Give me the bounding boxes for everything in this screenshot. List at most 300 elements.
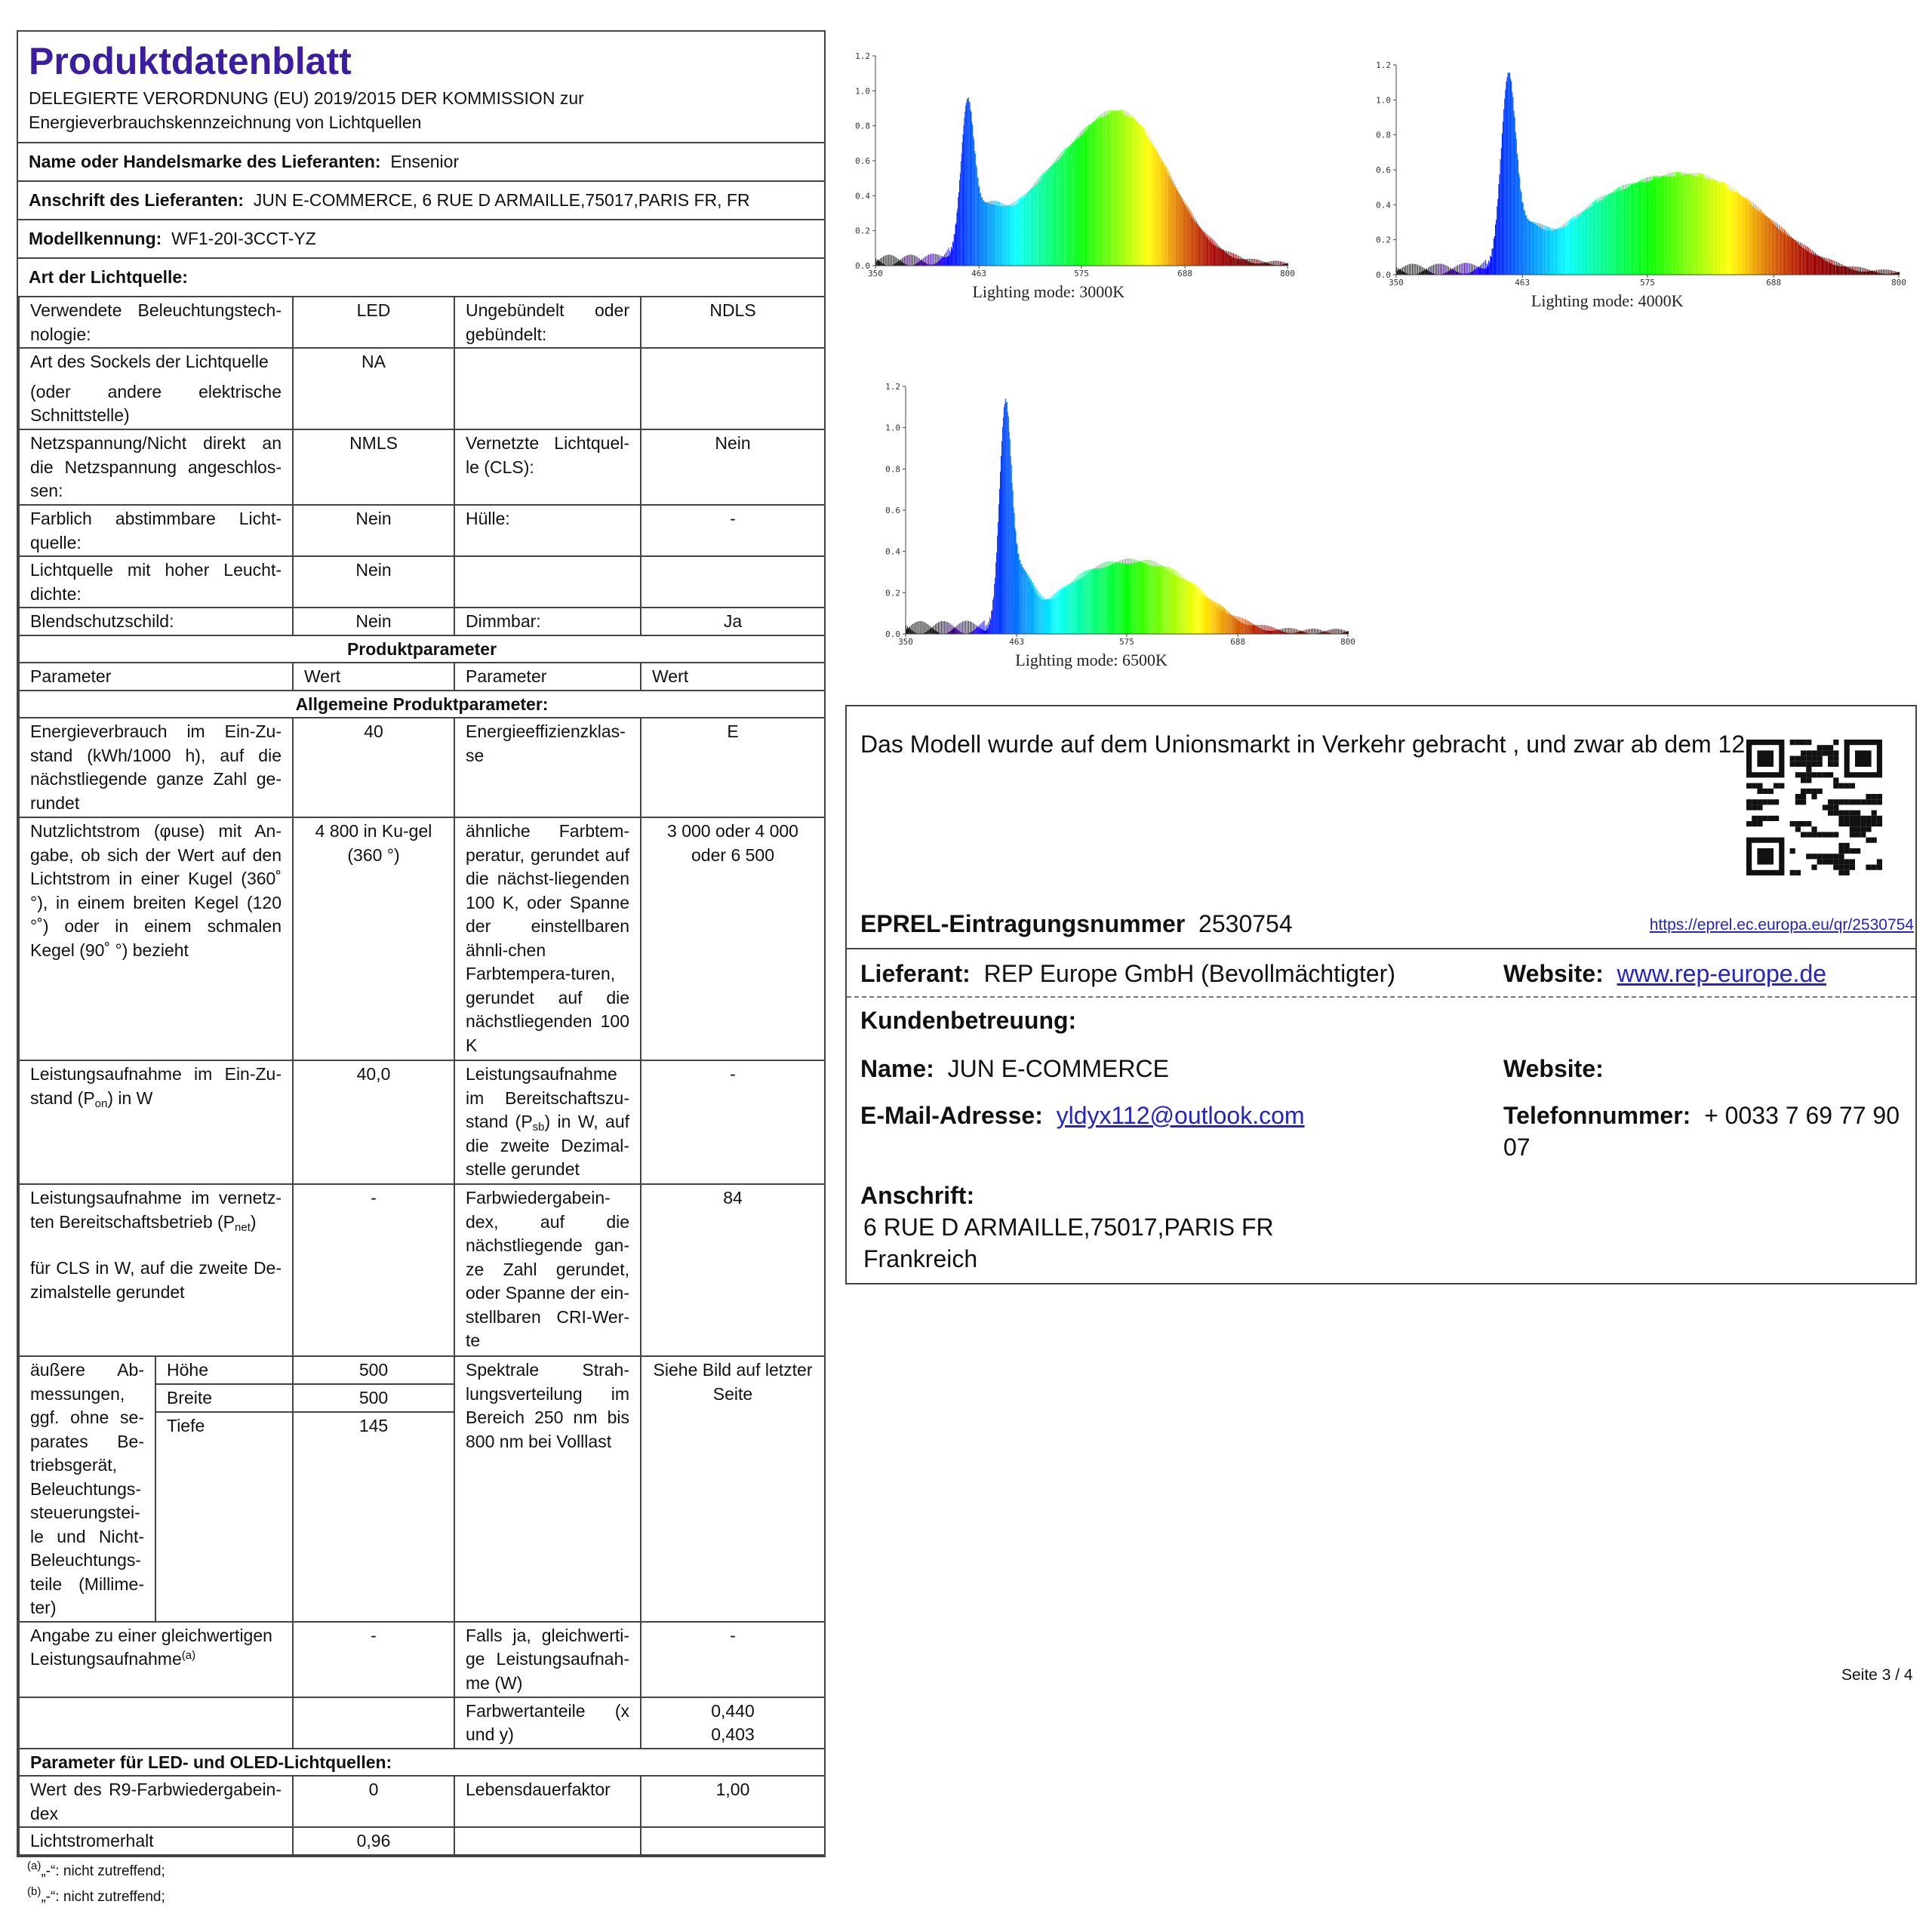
spectrum-bar <box>1195 223 1196 266</box>
spectrum-bar <box>1023 569 1024 634</box>
spectrum-bar <box>1331 629 1332 634</box>
spectrum-bar <box>1064 149 1065 266</box>
spectrum-bar <box>1228 614 1229 634</box>
spectrum-bar <box>881 257 882 266</box>
width-value: 500 <box>293 1384 454 1412</box>
spectrum-bar <box>1594 201 1595 275</box>
spectrum-bar <box>1593 205 1594 275</box>
qr-module <box>1866 865 1871 870</box>
spectrum-bar <box>1249 625 1250 634</box>
empty-cell <box>454 348 641 429</box>
pnet-value: - <box>293 1184 454 1356</box>
spectrum-bar <box>1198 226 1199 266</box>
spectrum-bar <box>1619 191 1620 275</box>
high-luminance-label: Lichtquelle mit hoher Leucht-dichte: <box>19 556 293 608</box>
spectrum-bar <box>1397 271 1398 275</box>
spectrum-bar <box>1828 258 1829 275</box>
spectrum-bar <box>1399 269 1400 275</box>
spectrum-bar <box>1893 271 1894 275</box>
spectrum-bar <box>986 202 987 266</box>
spectrum-bar <box>1671 177 1672 275</box>
spectrum-bar <box>1170 179 1171 266</box>
spectrum-bar <box>918 262 919 266</box>
spectrum-bar <box>1758 208 1759 275</box>
qr-module <box>1860 832 1866 837</box>
spectrum-bar <box>1116 110 1117 266</box>
spectrum-bar <box>1763 213 1764 275</box>
pnet-sub: net <box>235 1220 251 1234</box>
spectrum-bar <box>1203 592 1204 634</box>
spectrum-bar <box>1147 565 1148 634</box>
table-row <box>19 718 825 817</box>
equivalent-sup: (a) <box>181 1649 196 1662</box>
spectrum-bar <box>1302 631 1303 634</box>
footnote-b-mark: (b) <box>27 1884 42 1898</box>
spectrum-bar <box>1151 140 1152 266</box>
spectrum-bar <box>939 261 940 266</box>
spectrum-bar <box>1024 197 1025 266</box>
qr-module <box>1855 799 1860 804</box>
qr-module <box>1844 783 1850 789</box>
spectrum-bar <box>1328 630 1329 634</box>
spectrum-bar <box>1050 598 1051 634</box>
spectrum-bar <box>924 257 925 266</box>
spectrum-bar <box>1068 149 1069 266</box>
spectrum-bar <box>995 562 996 634</box>
column-header-param: Parameter <box>19 663 293 691</box>
qr-module <box>1833 777 1838 783</box>
spectrum-bar <box>1164 168 1165 266</box>
spectrum-bar <box>1582 212 1583 275</box>
spectrum-bar <box>1220 611 1221 634</box>
spectrum-bar <box>1764 214 1765 275</box>
spectrum-bar <box>1012 203 1013 266</box>
depth-label: Tiefe <box>155 1412 293 1622</box>
spectrum-bar <box>1781 226 1782 275</box>
spectrum-bar <box>1155 150 1156 266</box>
spectrum-bar <box>1697 177 1698 275</box>
spectrum-bar <box>1241 623 1242 634</box>
x-tick-label: 800 <box>1340 637 1355 647</box>
spectrum-bar <box>1612 193 1613 275</box>
spectrum-bar <box>1508 72 1509 275</box>
spectrum-bar <box>1283 262 1284 266</box>
spectrum-bar <box>1852 266 1853 275</box>
spectrum-bar <box>973 623 974 634</box>
qr-module <box>1817 772 1823 777</box>
spectrum-bar <box>1147 138 1148 266</box>
spectrum-bar <box>917 622 918 634</box>
spectrum-bar <box>1043 597 1044 634</box>
qr-module <box>1823 745 1828 750</box>
spectrum-bar <box>902 259 903 266</box>
spectrum-bar <box>1776 223 1777 275</box>
spectrum-bar <box>1239 621 1240 634</box>
spectrum-bar <box>1656 176 1657 275</box>
empty-cell <box>293 1697 454 1749</box>
care-name-label: Name: <box>860 1055 934 1082</box>
email-label: E-Mail-Adresse: <box>860 1102 1043 1129</box>
spectrum-bar <box>1148 560 1149 634</box>
spectrum-bar <box>890 255 891 266</box>
spectrum-bar <box>1563 224 1564 275</box>
spectrum-bar <box>1724 187 1725 275</box>
spectrum-bar <box>990 620 991 634</box>
spectrum-bar <box>1448 266 1449 275</box>
spectrum-bar <box>1253 263 1254 266</box>
spectrum-bar <box>1069 147 1070 266</box>
spectrum-bar <box>1248 621 1249 634</box>
spectrum-bar <box>1791 236 1792 275</box>
pnet-label-c: für CLS in W, auf die zweite De-zimalstelle gerundet <box>30 1258 282 1302</box>
spectrum-bar <box>1333 629 1334 635</box>
qr-module <box>1757 816 1762 821</box>
spectrum-bar <box>1009 205 1010 266</box>
spectrum-bar <box>1057 157 1058 266</box>
spectrum-bar <box>1696 173 1697 275</box>
r9-value: 0 <box>293 1776 454 1827</box>
spectrum-bar <box>1711 178 1712 275</box>
spectrum-bar <box>978 626 979 634</box>
spectrum-bar <box>1589 208 1590 275</box>
spectrum-bar <box>1225 251 1226 266</box>
spectrum-bar <box>1728 189 1729 275</box>
qr-module <box>1866 826 1871 832</box>
spectrum-bar <box>1855 266 1856 275</box>
spectrum-bar <box>893 256 894 266</box>
qr-module <box>1801 821 1806 826</box>
spectrum-bar <box>1156 150 1157 266</box>
footnote-a-text: „-“: nicht zutreffend; <box>41 1863 165 1879</box>
spectrum-bar <box>1574 216 1575 275</box>
qr-module <box>1838 783 1844 789</box>
spectrum-bar <box>1019 198 1020 266</box>
spectrum-bar <box>1055 162 1056 266</box>
qr-module <box>1855 816 1860 821</box>
spectrum-bar <box>1008 417 1009 634</box>
spectrum-bar <box>1076 581 1077 635</box>
spectrum-bar <box>1241 257 1242 266</box>
psb-label <box>454 1060 641 1184</box>
spectrum-bar <box>1056 597 1057 634</box>
spectrum-bar <box>1770 219 1771 275</box>
cri-value: 84 <box>641 1184 825 1356</box>
spectrum-bar <box>989 617 990 634</box>
spectrum-bar <box>979 186 980 266</box>
footnote-a-mark: (a) <box>27 1859 42 1872</box>
spectrum-bar <box>1716 181 1717 275</box>
spectrum-bar <box>1217 608 1218 634</box>
qr-module <box>1855 826 1860 832</box>
spectrum-bar <box>880 258 881 266</box>
spectrum-bar <box>1223 612 1224 634</box>
spectrum-bar <box>1019 560 1020 634</box>
qr-module <box>1828 750 1833 755</box>
spectrum-bar <box>1178 573 1179 634</box>
spectrum-bar <box>1737 192 1738 275</box>
spectrum-bar <box>1778 229 1779 275</box>
qr-code-icon[interactable] <box>1746 740 1882 875</box>
spd-value: Siehe Bild auf letzter Seite <box>641 1356 825 1622</box>
spectrum-bar <box>1822 258 1823 275</box>
spectrum-bar <box>1188 208 1189 266</box>
spectrum-bar <box>1519 177 1520 275</box>
qr-module <box>1866 799 1871 804</box>
spectrum-bar <box>1180 196 1181 266</box>
spectrum-bar <box>1500 159 1501 275</box>
spectrum-bar <box>1108 566 1109 634</box>
spectrum-bar <box>1122 559 1123 634</box>
supplier-row <box>860 958 1395 989</box>
depth-value: 145 <box>293 1412 454 1622</box>
spectrum-bar <box>1185 205 1186 266</box>
qr-module <box>1801 777 1806 783</box>
spectrum-bar <box>1047 172 1048 266</box>
y-tick-label: 0.8 <box>1376 130 1391 140</box>
spectrum-bar <box>1707 179 1708 275</box>
spectrum-bar <box>1785 234 1786 275</box>
spectrum-bar <box>1040 175 1041 266</box>
bundled-label: Ungebündelt oder gebündelt: <box>454 297 641 348</box>
address-heading <box>860 1180 974 1211</box>
qr-module <box>1860 799 1866 804</box>
spectrum-bar <box>1132 563 1133 634</box>
spectrum-bar <box>1011 206 1012 266</box>
care-name-row <box>860 1054 1169 1084</box>
spectrum-bar <box>1095 121 1096 266</box>
spectrum-bar <box>1472 264 1473 275</box>
spectrum-bar <box>1102 117 1103 266</box>
spectrum-bar <box>935 254 936 266</box>
spectrum-bar <box>1787 233 1788 275</box>
spectrum-bar <box>1715 180 1716 275</box>
qr-module <box>1833 804 1838 810</box>
spectrum-bar <box>1127 112 1128 266</box>
spectrum-bar <box>1020 565 1021 634</box>
cri-label: Farbwiedergabein-dex, auf die nächstliegende gan-ze Zahl gerundet, oder Spanne der ein-stellbaren CRI-Wer-te <box>454 1184 641 1356</box>
spectrum-bar <box>1146 560 1147 634</box>
spectrum-bar <box>1806 251 1807 275</box>
qr-module <box>1855 811 1860 816</box>
tech-value: LED <box>293 297 454 348</box>
spectrum-bar <box>1032 186 1033 266</box>
spectrum-bar <box>912 624 913 634</box>
spectrum-bar <box>1618 187 1619 275</box>
spectrum-bar <box>1777 224 1778 275</box>
spectrum-bar <box>1846 266 1847 275</box>
qr-module <box>1823 772 1828 777</box>
qr-module <box>1872 816 1877 821</box>
spectrum-bar <box>1106 115 1107 266</box>
spectrum-bar <box>1324 632 1325 634</box>
parameter-table <box>18 296 826 1856</box>
spectrum-bar <box>1655 179 1656 275</box>
spectrum-bar <box>1756 206 1757 275</box>
spectrum-bar <box>1541 229 1542 275</box>
pnet-label-a: Leistungsaufnahme im vernetz-ten Bereitschaftsbetrieb (P <box>30 1188 282 1232</box>
spectrum-bar <box>949 251 950 266</box>
qr-module <box>1801 799 1806 804</box>
qr-module <box>1790 848 1795 854</box>
spectrum-bar <box>1080 132 1081 266</box>
spectrum-bar <box>1041 174 1042 266</box>
spectrum-bar <box>1623 185 1624 275</box>
spectrum-bar <box>917 257 918 266</box>
qr-module <box>1746 804 1752 810</box>
spectrum-bar <box>1094 569 1095 635</box>
qr-module <box>1752 816 1757 821</box>
spectrum-bar <box>1103 116 1104 266</box>
email-link[interactable]: yldyx112@outlook.com <box>1056 1102 1305 1129</box>
spectrum-bar <box>1169 571 1170 634</box>
spectrum-bar <box>1398 269 1399 275</box>
spectrum-bar <box>1038 592 1039 634</box>
spectrum-bar <box>962 622 963 635</box>
cls-label: Vernetzte Lichtquel-le (CLS): <box>454 429 641 505</box>
qr-module <box>1833 832 1838 837</box>
spectrum-bar <box>1089 127 1090 266</box>
spectrum-bar <box>1166 171 1167 266</box>
spectrum-bar <box>957 629 958 634</box>
spectrum-bar <box>1274 628 1275 634</box>
spectrum-bar <box>1539 223 1540 275</box>
spectrum-bar <box>1685 173 1686 275</box>
spectrum-bar <box>1001 203 1002 266</box>
spectrum-bar <box>1031 188 1032 266</box>
spectrum-bar <box>1583 211 1584 275</box>
spectrum-bar <box>1065 152 1066 266</box>
spectrum-bar <box>1474 265 1475 275</box>
spectrum-bar <box>981 623 982 634</box>
spectrum-bar <box>1646 178 1647 275</box>
qr-module <box>1844 816 1850 821</box>
spectrum-bar <box>1537 223 1538 275</box>
spectrum-bar <box>1732 187 1733 275</box>
spectrum-bar <box>1684 174 1685 275</box>
spectrum-bar <box>1263 629 1264 634</box>
spectrum-bar <box>1588 208 1589 275</box>
spectrum-bar <box>1000 206 1001 266</box>
qr-module <box>1795 740 1801 745</box>
qr-module <box>1774 816 1779 821</box>
spectrum-bar <box>1006 402 1007 634</box>
spectrum-bar <box>962 143 963 266</box>
table-row <box>19 1184 825 1356</box>
spectrum-bar <box>1751 205 1752 275</box>
spectrum-bar <box>1210 242 1211 266</box>
spectrum-bar <box>983 630 984 634</box>
spectrum-bar <box>1153 566 1154 634</box>
spectrum-bar <box>1078 575 1079 634</box>
x-tick-label: 688 <box>1177 269 1193 278</box>
spectrum-bar <box>1876 270 1877 275</box>
spectrum-bar <box>954 235 955 266</box>
spectrum-bar <box>1848 266 1849 275</box>
supplier-address-value: JUN E-COMMERCE, 6 RUE D ARMAILLE,75017,PARIS FR, FR <box>253 190 750 210</box>
spectrum-bar <box>1568 220 1569 275</box>
spectrum-bar <box>1818 256 1819 275</box>
spectrum-bar <box>1098 119 1099 266</box>
spectrum-bar <box>1205 597 1206 634</box>
spectrum-bar <box>1745 197 1746 275</box>
qr-module <box>1795 821 1801 826</box>
spectrum-bar <box>1643 183 1644 275</box>
spectrum-3000k <box>845 39 1295 301</box>
spectrum-bar <box>1185 203 1186 266</box>
table-row <box>19 1060 825 1184</box>
spectrum-bar <box>1158 564 1159 634</box>
spectrum-bar <box>1239 617 1240 634</box>
spectrum-bar <box>1461 263 1462 275</box>
spectrum-bar <box>1489 263 1490 275</box>
spectrum-bar <box>923 258 924 266</box>
spectrum-bar <box>1402 267 1403 275</box>
spectrum-bar <box>1144 560 1145 634</box>
qr-module <box>1844 859 1850 864</box>
r9-label: Wert des R9-Farbwiedergabein-dex <box>19 1776 293 1827</box>
spectrum-bar <box>1176 571 1177 634</box>
spectrum-bar <box>1082 134 1083 266</box>
spectrum-chart <box>1366 48 1906 310</box>
spectrum-bar <box>1572 222 1573 275</box>
spectrum-bar <box>1003 204 1004 266</box>
qr-module <box>1757 821 1762 826</box>
qr-module <box>1806 789 1811 794</box>
spectrum-bar <box>927 255 928 266</box>
spectrum-bar <box>1000 472 1001 634</box>
spectrum-caption: Lighting mode: 6500K <box>1015 651 1168 669</box>
qr-module <box>1806 854 1811 859</box>
psb-sub: sb <box>532 1121 545 1134</box>
spectrum-bar <box>1449 271 1450 275</box>
spectrum-bar <box>1285 263 1286 266</box>
qr-module <box>1811 789 1817 794</box>
spectrum-bar <box>1131 118 1132 266</box>
eprel-qr-link[interactable]: https://eprel.ec.europa.eu/qr/2530754 <box>1649 916 1914 934</box>
spectrum-bar <box>1729 185 1730 275</box>
spectrum-bar <box>1511 82 1512 275</box>
spectrum-bar <box>908 628 909 634</box>
spectrum-bar <box>1137 122 1138 266</box>
website-link[interactable]: www.rep-europe.de <box>1617 960 1827 987</box>
spectrum-bar <box>1208 240 1209 266</box>
qr-module <box>1855 848 1860 854</box>
spectrum-bar <box>1163 165 1164 266</box>
spectrum-bar <box>1143 563 1144 634</box>
spectrum-bar <box>1145 134 1146 266</box>
spectrum-bar <box>1650 181 1651 275</box>
spectrum-bar <box>1813 254 1814 275</box>
spectrum-bar <box>1271 626 1272 634</box>
spectrum-bar <box>1087 570 1088 634</box>
supplier-website-row <box>1503 958 1826 989</box>
spectrum-bar <box>1831 260 1832 275</box>
spectrum-bar <box>1617 192 1618 275</box>
spectrum-bar <box>1124 564 1125 634</box>
spectrum-bar <box>1687 174 1688 275</box>
spectrum-bar <box>951 247 952 266</box>
spectrum-bar <box>1260 629 1261 634</box>
spectrum-bar <box>971 112 972 266</box>
spectrum-bar <box>1505 90 1506 275</box>
spectrum-bar <box>1196 221 1197 266</box>
spectrum-bar <box>1157 152 1158 266</box>
spectrum-bar <box>959 623 960 634</box>
spectrum-bar <box>1232 257 1233 266</box>
spectrum-bar <box>1075 578 1076 635</box>
spectrum-bar <box>1007 205 1008 266</box>
spectrum-bar <box>1433 265 1434 275</box>
